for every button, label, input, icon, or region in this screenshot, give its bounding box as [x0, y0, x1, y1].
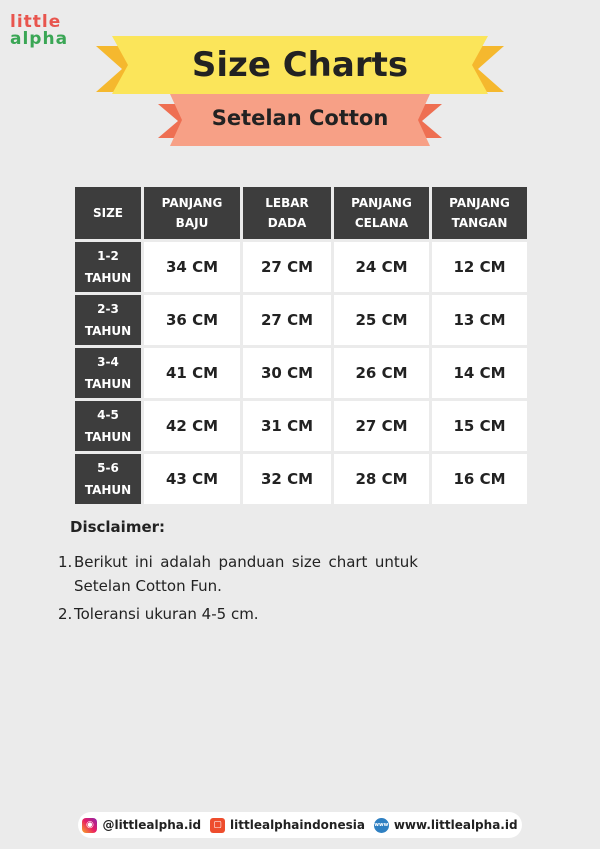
shop-link[interactable]: [210, 818, 365, 833]
table-row: [75, 401, 527, 451]
size-cell: [75, 454, 141, 504]
size-cell: [75, 401, 141, 451]
disclaimer-title: Disclaimer:: [70, 518, 166, 536]
header-panjang-celana-line2: CELANA: [354, 216, 409, 230]
size-unit: TAHUN: [84, 430, 132, 444]
page-subtitle: Setelan Cotton: [211, 106, 389, 130]
size-range: 5-6: [97, 461, 119, 475]
header-size-label: SIZE: [92, 206, 123, 220]
header-lebar-dada-label: LEBAR DADA: [265, 196, 309, 230]
table-row: [75, 242, 527, 292]
panjang-baju-cell: 41 CM: [144, 348, 240, 398]
header-size: [75, 187, 141, 239]
header-panjang-tangan: [432, 187, 527, 239]
header-panjang-baju-label: PANJANG BAJU: [161, 196, 223, 230]
panjang-baju-cell: 34 CM: [144, 242, 240, 292]
shopping-bag-icon: ▢: [210, 818, 225, 833]
table-row: [75, 454, 527, 504]
panjang-tangan-cell: 13 CM: [432, 295, 527, 345]
size-range: 2-3: [97, 302, 119, 316]
panjang-baju-cell: 43 CM: [144, 454, 240, 504]
website-url: www.littlealpha.id: [393, 818, 518, 832]
lebar-dada-cell: 27 CM: [243, 242, 331, 292]
disclaimer-section: [58, 518, 418, 630]
panjang-celana-cell: 28 CM: [334, 454, 429, 504]
logo-line-1: little: [10, 12, 62, 32]
lebar-dada-cell: 27 CM: [243, 295, 331, 345]
list-item: [58, 602, 418, 626]
panjang-celana-cell: 26 CM: [334, 348, 429, 398]
list-item-number: 2.: [58, 605, 73, 623]
header-lebar-dada: [243, 187, 331, 239]
panjang-tangan-cell: 15 CM: [432, 401, 527, 451]
size-range: 3-4: [97, 355, 119, 369]
size-cell: [75, 348, 141, 398]
panjang-tangan-cell: 16 CM: [432, 454, 527, 504]
size-unit: TAHUN: [84, 377, 132, 391]
list-item-number: 1.: [58, 553, 73, 571]
panjang-baju-cell: 36 CM: [144, 295, 240, 345]
table-row: [75, 295, 527, 345]
header-panjang-baju: [144, 187, 240, 239]
list-item: [58, 550, 418, 598]
size-range: 1-2: [97, 249, 119, 263]
header-panjang-tangan-line2: TANGAN: [451, 216, 508, 230]
panjang-tangan-cell: 12 CM: [432, 242, 527, 292]
list-item-text: Toleransi ukuran 4-5 cm.: [74, 605, 259, 623]
table-row: [75, 348, 527, 398]
logo-line-2: alpha: [10, 29, 69, 49]
size-cell: [75, 295, 141, 345]
size-range: 4-5: [97, 408, 119, 422]
table-header-row: [75, 187, 527, 239]
lebar-dada-cell: 32 CM: [243, 454, 331, 504]
lebar-dada-cell: 31 CM: [243, 401, 331, 451]
instagram-handle: @littlealpha.id: [102, 818, 202, 832]
shop-name: littlealphaindonesia: [230, 818, 365, 832]
panjang-celana-cell: 24 CM: [334, 242, 429, 292]
globe-icon: www: [374, 818, 389, 833]
panjang-celana-cell: 27 CM: [334, 401, 429, 451]
size-chart-table: [72, 184, 530, 507]
footer-contact-bar: [78, 812, 522, 838]
instagram-link[interactable]: [82, 818, 201, 833]
page-title: Size Charts: [191, 45, 409, 85]
header-panjang-celana-line1: PANJANG: [351, 196, 412, 210]
disclaimer-list: [58, 550, 418, 626]
instagram-icon: ◉: [82, 818, 97, 833]
header-panjang-celana: [334, 187, 429, 239]
list-item-text: Berikut ini adalah panduan size chart untuk Setelan Cotton Fun.: [74, 553, 418, 595]
size-unit: TAHUN: [84, 324, 132, 338]
panjang-baju-cell: 42 CM: [144, 401, 240, 451]
website-link[interactable]: [374, 818, 518, 833]
panjang-tangan-cell: 14 CM: [432, 348, 527, 398]
panjang-celana-cell: 25 CM: [334, 295, 429, 345]
size-cell: [75, 242, 141, 292]
lebar-dada-cell: 30 CM: [243, 348, 331, 398]
size-unit: TAHUN: [84, 271, 132, 285]
size-unit: TAHUN: [84, 483, 132, 497]
header-panjang-tangan-line1: PANJANG: [449, 196, 510, 210]
